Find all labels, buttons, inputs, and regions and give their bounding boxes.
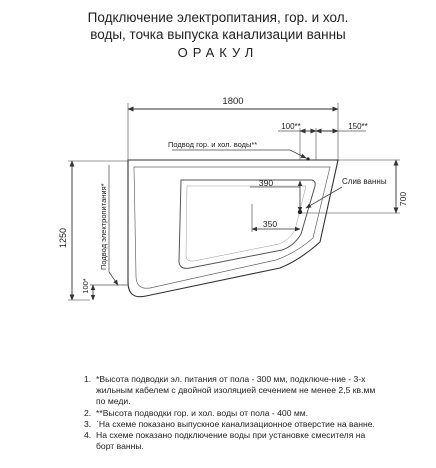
- note-item: [84, 408, 384, 419]
- water-supply-label: Подвод гор. и хол. воды**: [168, 140, 258, 149]
- height-dimension-label: 1250: [58, 227, 68, 249]
- note-item: [84, 430, 384, 452]
- power-supply-label: Подвод электропитания*: [99, 183, 108, 270]
- drain-offset-label: 150**: [348, 122, 368, 131]
- drain-label: Слив ванны: [342, 177, 387, 186]
- note-text: ˊНа схеме показано выпускное канализационное отверстие на ванне.: [96, 418, 375, 429]
- title-model-name: ОРАКУЛ: [177, 45, 259, 60]
- bathtub-bowl-inner: [186, 186, 306, 261]
- note-item: [84, 374, 384, 408]
- bathtub-inner-rim: [134, 167, 330, 288]
- title-line-1: Подключение электропитания, гор. и хол.: [87, 10, 349, 25]
- bathtub-bowl: [179, 180, 315, 268]
- power-offset-label: 100*: [81, 278, 90, 294]
- note-text: *Высота подводки эл. питания от пола - 300 мм, подключе-ние - 3-х жильным кабелем с двойной изоляцией сечением не менее 2,5 кв.мм по меди.: [96, 374, 376, 407]
- note-number: 1.: [84, 374, 92, 384]
- title-line-2: воды, точка выпуска канализации ванны: [90, 27, 346, 42]
- notes-list: [84, 374, 384, 452]
- drain-from-top-label: 390: [258, 178, 274, 188]
- extension-lines: [68, 103, 400, 300]
- water-offset-label: 100**: [281, 122, 301, 131]
- width-dimension-label: 1800: [222, 96, 244, 107]
- note-number: 4.: [84, 430, 92, 441]
- note-text: На схеме показано подключение воды при установке смесителя на борт ванны.: [96, 430, 366, 452]
- note-item: [84, 419, 384, 430]
- note-number: 3.: [84, 418, 92, 429]
- water-supply-point: [306, 157, 309, 160]
- bathtub-outline: [128, 160, 338, 297]
- drain-from-side-label: 350: [262, 219, 278, 229]
- note-number: 2.: [84, 407, 92, 418]
- note-text: **Высота подводки гор. и хол. воды от пола - 400 мм.: [96, 407, 309, 418]
- drain-depth-label: 700: [398, 191, 408, 207]
